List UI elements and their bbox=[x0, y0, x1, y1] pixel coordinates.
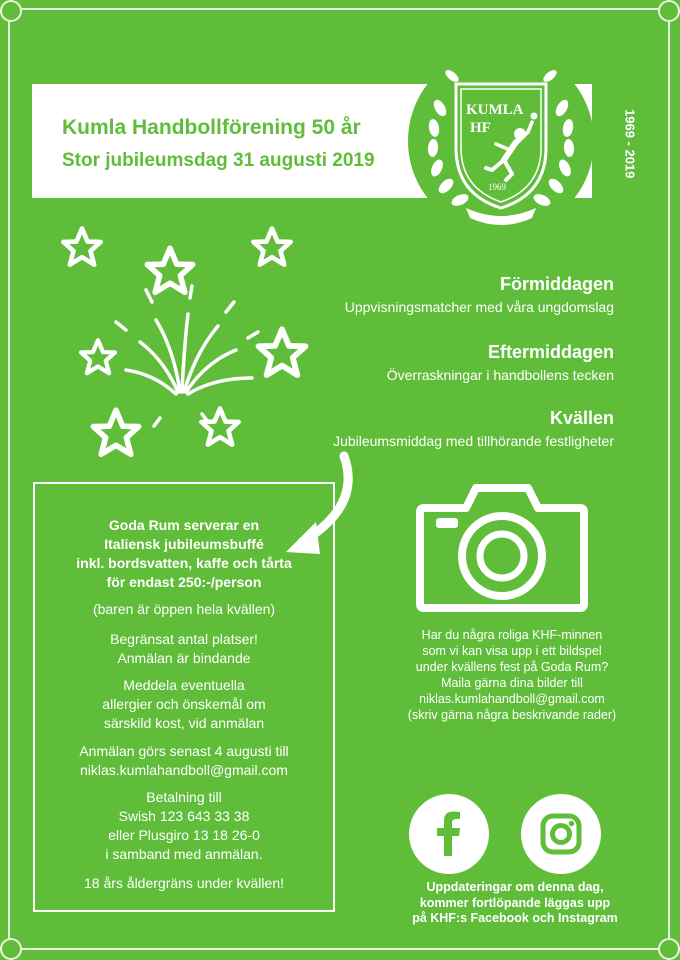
corner-ornament bbox=[658, 0, 680, 22]
schedule-text: Överraskningar i handbollens tecken bbox=[386, 367, 614, 383]
allergy-line: Meddela eventuella bbox=[123, 677, 245, 693]
dinner-offer-line: inkl. bordsvatten, kaffe och tårta bbox=[76, 555, 292, 571]
schedule-heading: Eftermiddagen bbox=[487, 342, 614, 362]
payment-line: Betalning till bbox=[146, 789, 222, 805]
schedule-text: Uppvisningsmatcher med våra ungdomslag bbox=[344, 299, 614, 315]
registration-email: niklas.kumlahandboll@gmail.com bbox=[80, 762, 288, 778]
schedule-afternoon bbox=[387, 342, 614, 383]
star-icon bbox=[63, 228, 100, 264]
social-note-line: Uppdateringar om denna dag, bbox=[426, 880, 604, 894]
dinner-offer-line: för endast 250:-/person bbox=[106, 574, 262, 590]
schedule-heading: Kvällen bbox=[549, 408, 614, 428]
event-title: Kumla Handbollförening 50 år bbox=[62, 116, 361, 139]
facebook-icon[interactable] bbox=[409, 794, 489, 874]
payment-info bbox=[35, 788, 333, 864]
limited-seats-line: Anmälan är bindande bbox=[117, 650, 251, 666]
schedule-text: Jubileumsmiddag med tillhörande festligheter bbox=[333, 433, 614, 449]
age-limit: 18 års åldergräns under kvällen! bbox=[83, 875, 284, 891]
social-note-line: på KHF:s Facebook och Instagram bbox=[412, 911, 618, 925]
anniversary-years: 1969 - 2019 bbox=[622, 108, 638, 179]
star-icon bbox=[253, 228, 290, 264]
corner-ornament bbox=[0, 0, 22, 22]
schedule-morning bbox=[345, 274, 614, 315]
limited-seats-line: Begränsat antal platser! bbox=[110, 631, 258, 647]
photo-email: niklas.kumlahandboll@gmail.com bbox=[419, 692, 605, 706]
photo-request-line: under kvällens fest på Goda Rum? bbox=[415, 660, 609, 674]
payment-line: eller Plusgiro 13 18 26-0 bbox=[108, 827, 260, 843]
star-icon bbox=[81, 340, 115, 373]
photo-request-line: Maila gärna dina bilder till bbox=[441, 676, 583, 690]
social-note-line: kommer fortlöpande läggas upp bbox=[419, 895, 611, 910]
limited-seats bbox=[35, 630, 333, 668]
club-crest-logo bbox=[408, 48, 594, 234]
photo-request-line: Har du några roliga KHF-minnen bbox=[421, 628, 603, 642]
logo-name-line1: KUMLA bbox=[466, 102, 524, 118]
photo-request-line: som vi kan visa upp i ett bildspel bbox=[422, 644, 602, 658]
event-subtitle: Stor jubileumsdag 31 augusti 2019 bbox=[62, 150, 375, 171]
allergy-line: allergier och önskemål om bbox=[102, 696, 266, 712]
star-icon bbox=[147, 248, 192, 292]
corner-ornament bbox=[0, 938, 22, 960]
star-icon bbox=[201, 408, 238, 444]
star-icon bbox=[93, 410, 138, 454]
dinner-offer-line: Italiensk jubileumsbuffé bbox=[104, 536, 264, 552]
schedule-heading: Förmiddagen bbox=[499, 274, 614, 294]
schedule-evening bbox=[333, 408, 614, 449]
instagram-icon[interactable] bbox=[521, 794, 601, 874]
photo-request-line: (skriv gärna några beskrivande rader) bbox=[407, 708, 617, 722]
allergy-line: särskild kost, vid anmälan bbox=[103, 715, 265, 731]
bar-note: (baren är öppen hela kvällen) bbox=[92, 601, 276, 617]
camera-icon bbox=[414, 478, 590, 614]
deadline-line: Anmälan görs senast 4 augusti till bbox=[79, 743, 289, 759]
corner-ornament bbox=[658, 938, 680, 960]
photo-request bbox=[362, 627, 662, 723]
logo-founded-year: 1969 bbox=[488, 182, 506, 192]
registration-deadline bbox=[35, 742, 333, 780]
social-updates-note bbox=[370, 880, 660, 927]
dinner-offer-line: Goda Rum serverar en bbox=[108, 517, 260, 533]
dinner-offer bbox=[35, 516, 333, 592]
payment-line: Swish 123 643 33 38 bbox=[118, 808, 250, 824]
payment-line: i samband med anmälan. bbox=[105, 846, 263, 862]
fireworks-icon bbox=[56, 222, 316, 472]
allergy-note bbox=[35, 676, 333, 733]
logo-name-line2: HF bbox=[470, 120, 491, 136]
star-icon bbox=[259, 329, 306, 375]
